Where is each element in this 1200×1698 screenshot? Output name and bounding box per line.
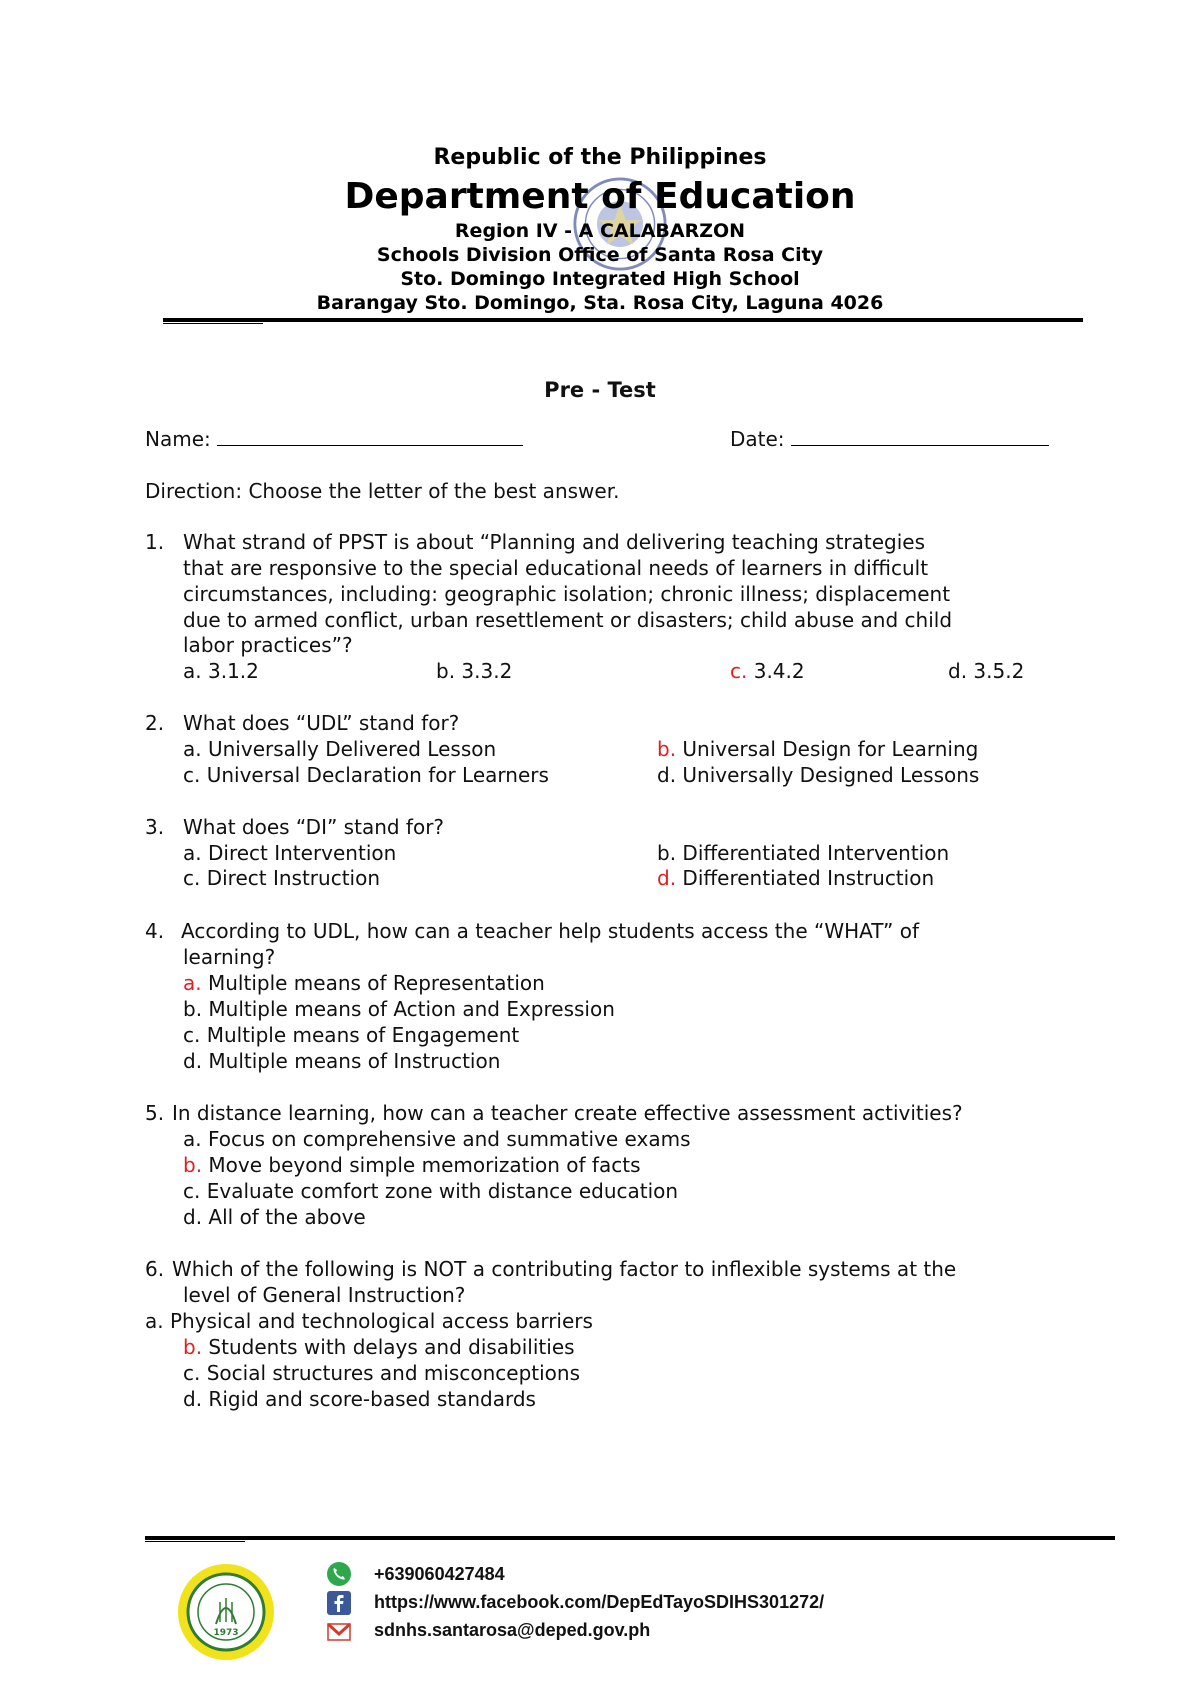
name-field [145, 426, 523, 452]
choice-text: Students with delays and disabilities [208, 1335, 575, 1359]
choice-text: Rigid and score-based standards [208, 1387, 536, 1411]
question-2-line: What does “UDL” stand for? [183, 711, 460, 735]
q2-choice-c[interactable] [183, 762, 549, 788]
q5-choice-d[interactable] [183, 1204, 366, 1230]
q1-choice-c[interactable] [730, 658, 805, 684]
q3-choice-b[interactable] [657, 840, 949, 866]
question-2-number: 2. [145, 711, 165, 735]
choice-letter: a. [183, 659, 202, 683]
footer-divider-accent [145, 1541, 245, 1542]
q2-choice-b[interactable] [657, 736, 978, 762]
question-4-line: According to UDL, how can a teacher help students access the “WHAT” of [181, 919, 920, 943]
choice-text: Multiple means of Engagement [206, 1023, 520, 1047]
choice-text: Focus on comprehensive and summative exams [207, 1127, 691, 1151]
answer-letter: b. [657, 737, 677, 761]
footer-phone: +639060427484 [374, 1564, 505, 1584]
choice-text: Direct Instruction [206, 866, 380, 890]
header-divider [163, 318, 1083, 322]
q5-choice-c[interactable] [183, 1178, 678, 1204]
choice-text: Direct Intervention [207, 841, 397, 865]
q5-choice-b[interactable] [183, 1152, 640, 1178]
date-blank[interactable] [791, 427, 1049, 446]
question-6-number: 6. [145, 1257, 165, 1281]
choice-text: Multiple means of Representation [207, 971, 545, 995]
choice-text: 3.3.2 [461, 659, 513, 683]
choice-letter: b. [183, 997, 203, 1021]
footer-divider [145, 1536, 1115, 1540]
question-1-line: circumstances, including: geographic isolation; chronic illness; displacement [183, 582, 951, 606]
facebook-icon[interactable] [326, 1590, 352, 1616]
header-school: Sto. Domingo Integrated High School [400, 268, 800, 290]
header-division: Schools Division Office of Santa Rosa City [376, 244, 824, 266]
choice-text: 3.4.2 [753, 659, 805, 683]
date-label: Date: [730, 427, 785, 451]
q6-choice-a[interactable] [145, 1308, 593, 1334]
q3-choice-d[interactable] [657, 865, 934, 891]
direction-text: Direction: Choose the letter of the best answer. [145, 479, 620, 503]
choice-letter: c. [183, 1023, 201, 1047]
choice-text: Differentiated Instruction [682, 866, 935, 890]
date-field [730, 426, 1049, 452]
q5-choice-a[interactable] [183, 1126, 691, 1152]
choice-text: Multiple means of Instruction [208, 1049, 501, 1073]
choice-letter: b. [436, 659, 456, 683]
choice-letter: d. [948, 659, 968, 683]
question-1-line: What strand of PPST is about “Planning and delivering teaching strategies [183, 530, 926, 554]
answer-letter: d. [657, 866, 677, 890]
q6-choice-d[interactable] [183, 1386, 536, 1412]
choice-text: Differentiated Intervention [682, 841, 950, 865]
footer-email-link[interactable]: sdnhs.santarosa@deped.gov.ph [374, 1620, 651, 1640]
q1-choice-d[interactable] [948, 658, 1024, 684]
q4-choice-c[interactable] [183, 1022, 519, 1048]
footer-facebook-link[interactable]: https://www.facebook.com/DepEdTayoSDIHS301272/ [374, 1592, 825, 1612]
q3-choice-c[interactable] [183, 865, 380, 891]
q3-choice-a[interactable] [183, 840, 396, 866]
choice-text: 3.1.2 [207, 659, 259, 683]
q2-choice-a[interactable] [183, 736, 496, 762]
question-5-line: In distance learning, how can a teacher create effective assessment activities? [172, 1101, 963, 1125]
header-region: Region IV - A CALABARZON [454, 220, 746, 242]
choice-text: Universally Delivered Lesson [207, 737, 497, 761]
q1-choice-a[interactable] [183, 658, 259, 684]
choice-letter: c. [183, 1179, 201, 1203]
q4-choice-a[interactable] [183, 970, 545, 996]
header-republic: Republic of the Philippines [433, 145, 767, 170]
choice-letter: a. [183, 1127, 202, 1151]
header-divider-accent [163, 323, 263, 324]
question-6-line: level of General Instruction? [183, 1283, 466, 1307]
phone-icon [326, 1561, 352, 1587]
question-1-line: due to armed conflict, urban resettlement or disasters; child abuse and child [183, 608, 953, 632]
header-address: Barangay Sto. Domingo, Sta. Rosa City, Laguna 4026 [316, 292, 884, 314]
question-1-line: that are responsive to the special educational needs of learners in difficult [183, 556, 929, 580]
question-3-number: 3. [145, 815, 165, 839]
q6-choice-b[interactable] [183, 1334, 575, 1360]
q4-choice-b[interactable] [183, 996, 615, 1022]
answer-letter: a. [183, 971, 202, 995]
school-logo-icon [176, 1562, 276, 1662]
choice-letter: a. [145, 1309, 164, 1333]
choice-text: 3.5.2 [973, 659, 1025, 683]
choice-letter: d. [657, 763, 677, 787]
choice-letter: d. [183, 1387, 203, 1411]
question-4-line: learning? [183, 945, 276, 969]
question-5-number: 5. [145, 1101, 165, 1125]
question-1-line: labor practices”? [183, 633, 353, 657]
answer-letter: c. [730, 659, 748, 683]
choice-text: Physical and technological access barriers [169, 1309, 593, 1333]
choice-text: Evaluate comfort zone with distance education [206, 1179, 679, 1203]
answer-letter: b. [183, 1153, 203, 1177]
header-department: Department of Education [344, 176, 856, 217]
question-3-line: What does “DI” stand for? [183, 815, 445, 839]
q4-choice-d[interactable] [183, 1048, 500, 1074]
name-label: Name: [145, 427, 211, 451]
gmail-icon[interactable] [326, 1619, 352, 1645]
answer-letter: b. [183, 1335, 203, 1359]
choice-text: Universal Declaration for Learners [206, 763, 549, 787]
choice-text: Multiple means of Action and Expression [208, 997, 615, 1021]
test-title: Pre - Test [544, 378, 656, 402]
question-6-line: Which of the following is NOT a contributing factor to inflexible systems at the [172, 1257, 957, 1281]
q2-choice-d[interactable] [657, 762, 979, 788]
choice-letter: d. [183, 1205, 203, 1229]
choice-letter: c. [183, 763, 201, 787]
choice-text: All of the above [208, 1205, 366, 1229]
logo-year: 1973 [213, 1628, 239, 1638]
choice-letter: a. [183, 737, 202, 761]
q1-choice-b[interactable] [436, 658, 512, 684]
choice-letter: c. [183, 1361, 201, 1385]
q6-choice-c[interactable] [183, 1360, 580, 1386]
choice-letter: c. [183, 866, 201, 890]
choice-letter: d. [183, 1049, 203, 1073]
choice-letter: a. [183, 841, 202, 865]
question-4-number: 4. [145, 919, 165, 943]
choice-text: Universal Design for Learning [682, 737, 979, 761]
choice-letter: b. [657, 841, 677, 865]
choice-text: Move beyond simple memorization of facts [208, 1153, 641, 1177]
name-blank[interactable] [217, 427, 523, 446]
question-1-number: 1. [145, 530, 165, 554]
choice-text: Social structures and misconceptions [206, 1361, 580, 1385]
choice-text: Universally Designed Lessons [682, 763, 980, 787]
